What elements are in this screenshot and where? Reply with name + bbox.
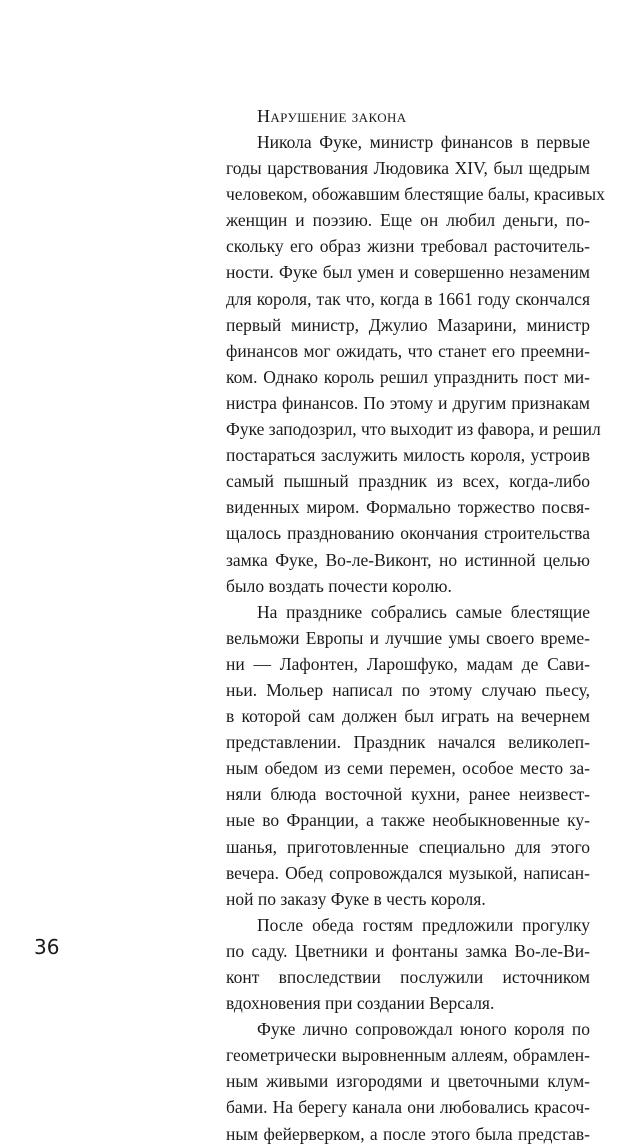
text-line: представлении. Праздник начался великолеп- [226,732,590,753]
text-line: На празднике собрались самые блестящие [257,601,590,622]
text-line: ным фейерверком, а после этого была представ- [226,1123,590,1144]
text-line: ным живыми изгородями и цветочными клум- [226,1071,590,1092]
text-line: шанья, приготовленные специально для этого [226,836,590,857]
text-line: вечера. Обед сопровождался музыкой, написан- [226,862,590,883]
page-number: 36 [34,935,60,959]
text-line: постараться заслужить милость короля, устроив [226,445,590,466]
text-line: виденных миром. Формально торжество посвя- [226,497,590,518]
text-line: ности. Фуке был умен и совершенно незаменим [226,262,590,283]
text-line: бами. На берегу канала они любовались красоч- [226,1097,590,1118]
text-line: Фуке лично сопровождал юного короля по [257,1019,590,1040]
text-line: ком. Однако король решил упразднить пост ми- [226,366,590,387]
paragraph [226,1016,590,1146]
text-line: для короля, так что, когда в 1661 году скончался [226,288,590,309]
text-line: было воздать почести королю. [226,575,452,596]
paragraph [226,129,605,599]
text-line: первый министр, Джулио Мазарини, министр [226,314,590,335]
text-line: После обеда гостям предложили прогулку [257,914,590,935]
body-text [226,129,605,1147]
text-block [226,103,605,1147]
text-line: в которой сам должен был играть на вечернем [226,706,590,727]
text-line: финансов мог ожидать, что станет его преемни- [226,340,590,361]
text-line: ным обедом из семи перемен, особое место за- [226,758,590,779]
text-line: Фуке заподозрил, что выходит из фавора, и решил [226,419,601,440]
text-line: конт впоследствии послужили источником [226,967,590,987]
text-line: няли блюда восточной кухни, ранее неизвест- [226,784,590,805]
text-line: по саду. Цветники и фонтаны замка Во-ле-Ви- [226,940,590,961]
text-line: замка Фуке, Во-ле-Виконт, но истинной целью [226,549,590,570]
text-line: вельможи Европы и лучшие умы своего време- [226,627,590,648]
text-line: геометрически выровненным аллеям, обрамлен- [226,1045,590,1066]
text-line: женщин и поэзию. Еще он любил деньги, по- [226,210,590,231]
text-line: вдохновения при создании Версаля. [226,993,495,1014]
text-line: ни — Лафонтен, Ларошфуко, мадам де Сави- [226,653,590,674]
text-line: Никола Фуке, министр финансов в первые [257,132,590,152]
text-line: ной по заказу Фуке в честь короля. [226,888,486,909]
text-line: человеком, обожавшим блестящие балы, красивых [226,184,605,205]
text-line: скольку его образ жизни требовал расточитель- [226,236,590,257]
paragraph [226,599,590,912]
paragraph [226,912,590,1016]
section-heading: Нарушение закона [257,106,407,126]
text-line: нистра финансов. По этому и другим признакам [226,392,590,413]
text-line: ные во Франции, а также необыкновенные ку- [226,810,590,831]
text-line: самый пышный праздник из всех, когда-либо [226,471,590,492]
text-line: щалось празднованию окончания строительства [226,523,590,544]
text-line: годы царствования Людовика XIV, был щедрым [226,158,590,179]
text-line: ньи. Мольер написал по этому случаю пьесу, [226,679,590,700]
